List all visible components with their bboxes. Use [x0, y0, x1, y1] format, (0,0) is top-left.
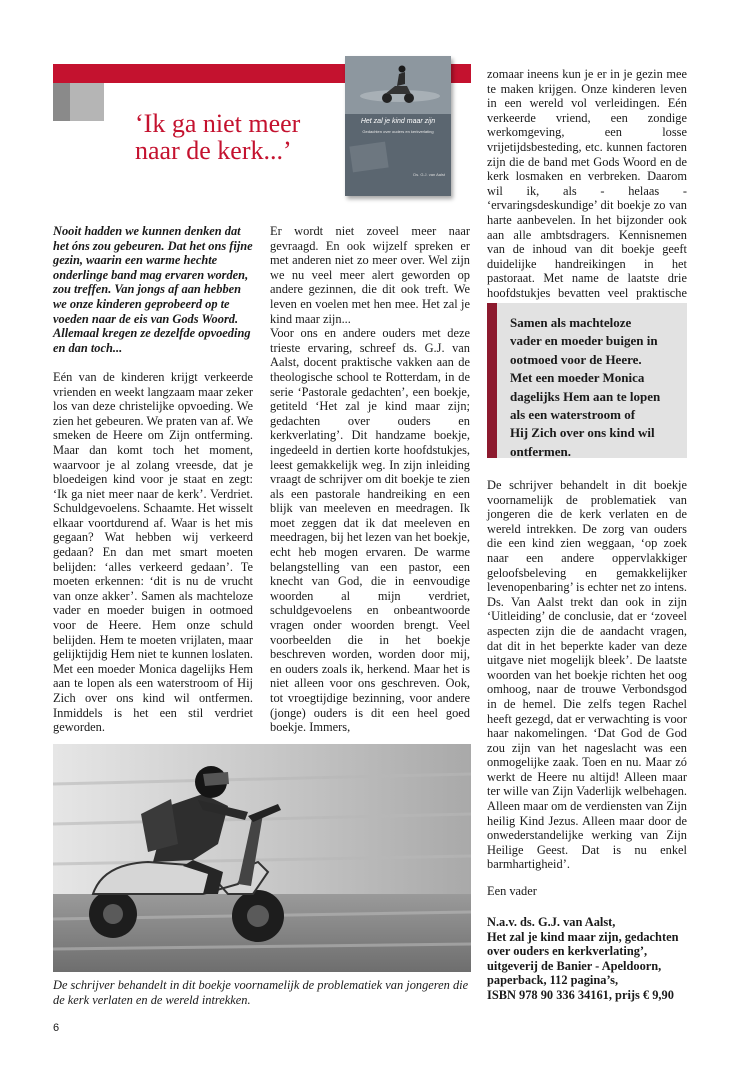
column-3-top — [487, 67, 687, 315]
pull-quote-line: ootmoed voor de Heere. — [510, 351, 642, 367]
scooter-photo — [53, 744, 471, 972]
book-cover-image — [345, 56, 451, 196]
photo-caption: De schrijver behandelt in dit boekje voornamelijk de problematiek van jongeren die de kerk verlaten en de wereld intrekken. — [53, 978, 469, 1007]
book-info-line: paperback, 112 pagina’s, — [487, 973, 619, 988]
column-3-bottom — [487, 478, 687, 872]
book-info-line: uitgeverij de Banier - Apeldoorn, — [487, 958, 662, 973]
book-cover-author: Ds. G.J. van Aalst — [413, 172, 445, 177]
pull-quote-line: vader en moeder buigen in — [510, 333, 658, 349]
column-3-paragraph-1: zomaar ineens kun je er in je gezin mee te maken krijgen. Onze kinderen leven in een wereld vol verleidingen. Eén verkeerde vriend, een zondige werkomgeving, een losse vrijetijdsbesteding, etc. kunnen factoren zijn die de band met Gods Woord en de kerk losmaken en verbreken. Daarom wil ik, als - helaas - ‘ervaringsdeskundige’ dit boekje zo van harte aanbevelen. In het bijzonder ook aan alle ambtsdragers. Kennisnemen van de inhoud van dit boekje geeft duidelijke handreikingen in het pastoraat. Met name de laatste drie hoofdstukjes bevatten veel praktische — [487, 67, 687, 300]
pull-quote-line: als een waterstroom of — [510, 407, 636, 423]
pull-quote-line: ontfermen. — [510, 443, 572, 459]
header-gray-square-light — [70, 83, 104, 121]
scooter-rider-illustration — [53, 744, 471, 972]
article-lead: Nooit hadden we kunnen denken dat het óns zou gebeuren. Dat het ons fijne gezin, waarin een warme hechte onderlinge band mag ervaren worden, zou treffen. Van jongs af aan hebben we onze kinderen geprobeerd op te voeden naar de eis van Gods Woord. Allemaal kregen ze dezelfde opvoeding en dan toch... — [53, 224, 253, 355]
book-info-line: Het zal je kind maar zijn, gedachten — [487, 929, 679, 944]
book-cover-title: Het zal je kind maar zijn — [360, 118, 436, 125]
column-3-paragraph-2: De schrijver behandelt in dit boekje voornamelijk de problematiek van jongeren die de kerk verlaten en de wereld intrekken. De zorg van ouders die een kind zien weggaan, ‘op zoek naar een andere oppervlakkiger geloofsbeleving en gemakkelijker levenopenbaring’ is echter net zo intens. Ds. Van Aalst trekt dan ook in zijn ‘Uitleiding’ de conclusie, dat er ‘zoveel aspecten zijn die de aandacht vragen, dat dit in het beperkte kader van deze uitgave niet mogelijk bleek’. De laatste woorden van het boekje richten het oog omhoog, naar de trouwe Verbondsgod in de hemel. Die zelfs tegen Rachel heeft gezegd, dat er verwachting is voor haar nakomelingen. ‘Dat God de God zou zijn van het nageslacht was een onmogelijke zaak. Toen en nu. Maar zó werkt de Heere nu altijd! Alleen maar ter wille van Zijn Vaderlijk welbehagen. Alleen maar om de verdiensten van Zijn heilig Kind Jezus. Alleen maar door de onwederstandelijke werking van Zijn Heilige Geest. Dat is nu enkel barmhartigheid’. — [487, 478, 687, 872]
pull-quote-line: Samen als machteloze — [510, 315, 632, 330]
book-info-line: N.a.v. ds. G.J. van Aalst, — [487, 915, 616, 929]
headline-line-1: ‘Ik ga niet meer — [135, 109, 301, 138]
headline-line-2: naar de kerk...’ — [135, 136, 292, 165]
book-info — [487, 915, 697, 1003]
book-info-line: over ouders en kerkverlating’, — [487, 944, 648, 959]
pull-quote-line: Met een moeder Monica — [510, 370, 645, 386]
column-2-paragraph-1: Er wordt niet zoveel meer naar gevraagd. En ook wijzelf spreken er met anderen niet zo meer over. Wel zijn we nu veel meer alert geworden op andere gezinnen, die dit ook treft. We leven en voelen met hen mee. Het zal je kind maar zijn... — [270, 224, 470, 326]
article-headline — [135, 110, 365, 164]
page-number: 6 — [53, 1022, 60, 1034]
article-signer: Een vader — [487, 884, 537, 898]
pull-quote-text — [510, 314, 682, 461]
book-info-line: ISBN 978 90 336 34161, prijs € 9,90 — [487, 987, 674, 1002]
column-1 — [53, 224, 253, 735]
column-2 — [270, 224, 470, 735]
pull-quote-line: dagelijks Hem aan te lopen — [510, 388, 661, 404]
column-2-paragraph-2: Voor ons en andere ouders met deze trieste ervaring, schreef ds. G.J. van Aalst, docent praktische vakken aan de theologische school te Rotterdam, in de serie ‘Pastorale gedachten’, een boekje, getiteld ‘Het zal je kind maar zijn; gedachten over ouders en kerkverlating’. Dit handzame boekje, ingedeeld in dertien korte hoofdstukjes, leest gemakkelijk weg. In zijn inleiding vraagt de schrijver om dit boekje te zien als een pastorale handreiking en een blijk van meeleven en meedragen. Ik moet zeggen dat ik dat meeleven en meedragen, bij het lezen van het boekje, echt heb mogen ervaren. De warme belangstelling van een pastor, een knecht van God, die in eenvoudige woorden al mijn verdriet, schuldgevoelens en onbeantwoorde vragen onder woorden brengt. Veel voorbeelden die in het boekje beschreven worden, worden door mij, en ouders zoals ik, herkend. Maar het is niet alleen voor ons geschreven. Ook, tot vroegtijdige bezinning, voor andere (jonge) ouders is dit een heel goed boekje. Immers, — [270, 326, 470, 735]
column-1-body: Eén van de kinderen krijgt verkeerde vrienden en weekt langzaam maar zeker los van deze christelijke opvoeding. We zien het gebeuren. We praten van af. We smeken de Heere om Zijn ontferming. Maar dan komt toch het moment, waarvoor je al zolang vreesde, dat je bloedeigen kind voor je staat en zegt: ‘Ik ga niet meer naar de kerk’. Verdriet. Schuldgevoelens. Schaamte. Het wisselt elkaar voortdurend af. Waar is het mis gegaan? Wat hebben wij verkeerd gedaan? En dan met smart moeten belijden: ‘alles verkeerd gedaan’. Te moeten erkennen: ‘dit is nu de vrucht van onze akker’. Samen als machteloze vader en moeder buigen in ootmoed voor de Heere. Hem onze schuld belijden. Hem te moeten vrijlaten, maar gelijktijdig Hem niet te kunnen loslaten. Met een moeder Monica dagelijks Hem aan te lopen als een waterstroom of Hij Zich over ons kind wil ontfermen. Inmiddels is het een stil verdriet geworden. — [53, 369, 253, 735]
book-cover-subtitle: Gedachten over ouders en kerkverlating — [362, 129, 434, 134]
pull-quote-line: Hij Zich over ons kind wil — [510, 425, 655, 441]
header-gray-square-dark — [53, 83, 70, 121]
